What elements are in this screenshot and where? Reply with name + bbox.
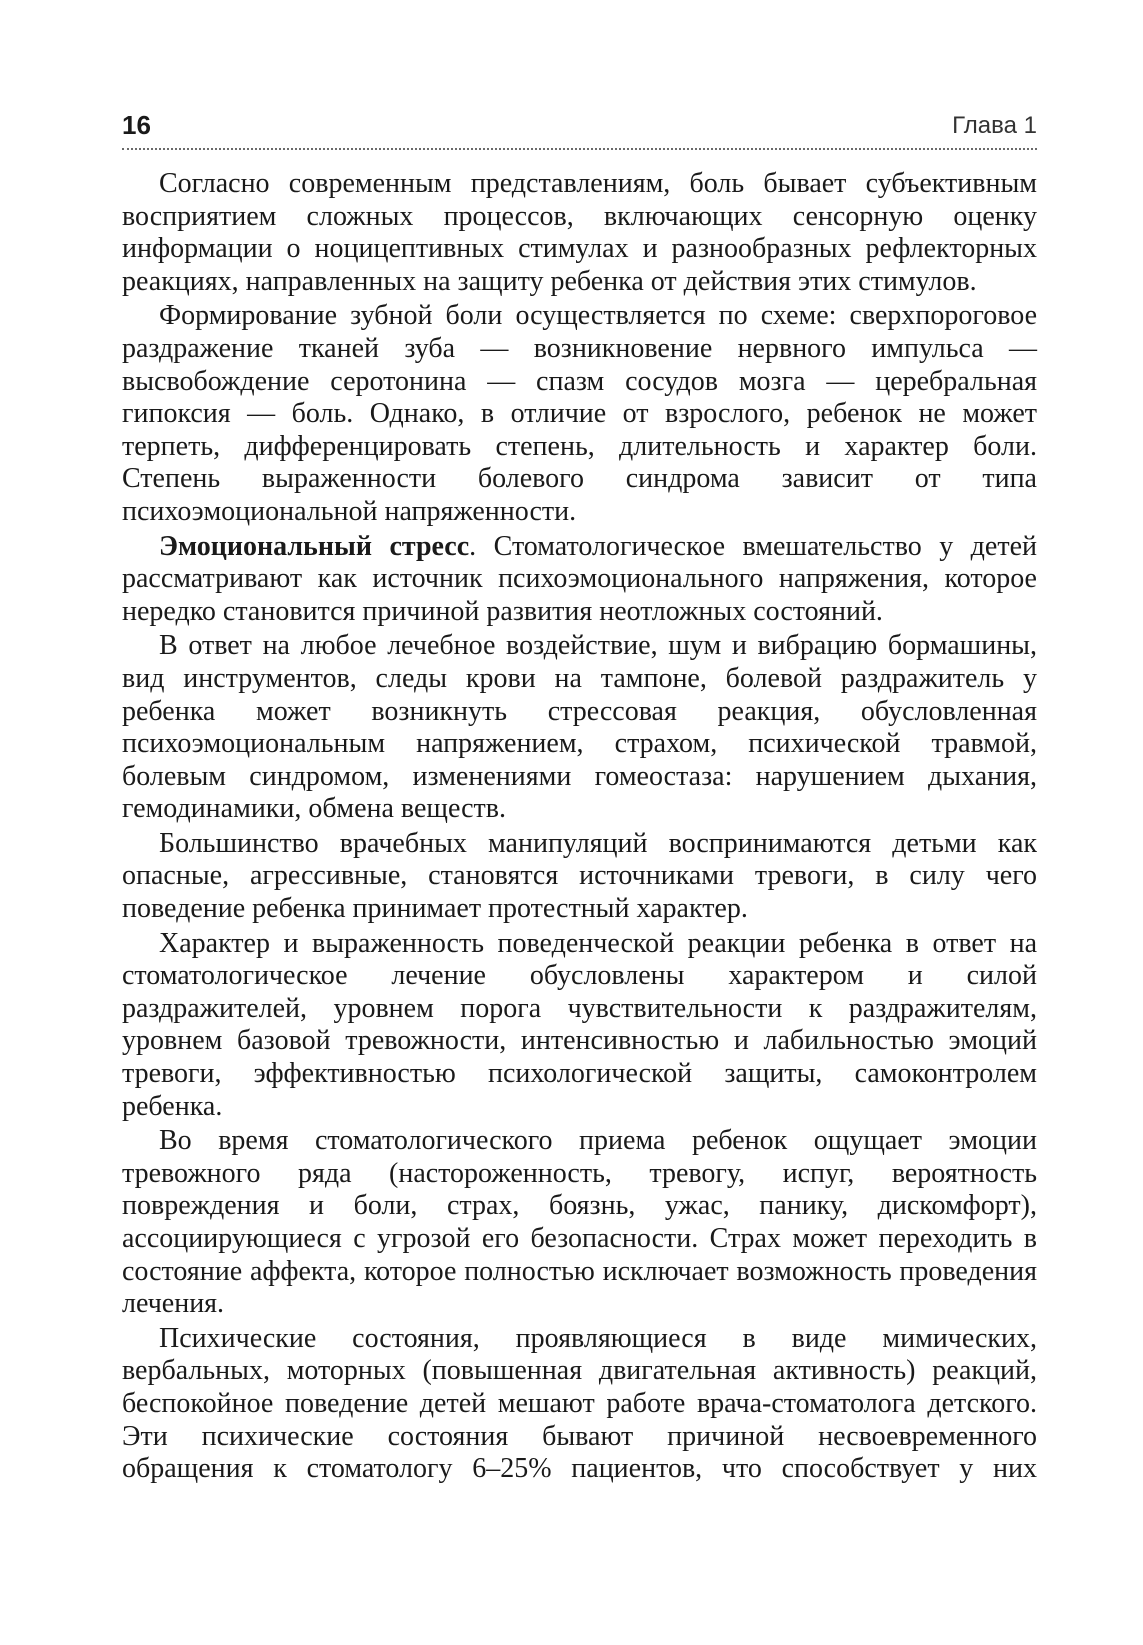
paragraph-text: Формирование зубной боли осуществляется по схеме: сверхпороговое раздражение тканей зуба — возникновение нервного импульса — высвобождение серотонина — спазм сосудов мозга — церебральная гипоксия — боль. Однако, в отличие от взрослого, ребенок не может терпеть, дифференцировать степень, длительность и характер боли. Степень выраженности болевого синдрома зависит от типа психоэмоциональной напряженности. [122, 300, 1037, 527]
chapter-label: Глава 1 [952, 112, 1037, 139]
paragraph [122, 1125, 1037, 1321]
paragraph-text: Согласно современным представлениям, боль бывает субъективным восприятием сложных процессов, включающих сенсорную оценку информации о ноцицептивных стимулах и разнообразных рефлекторных реакциях, направленных на защиту ребенка от действия этих стимулов. [122, 168, 1037, 297]
paragraph [122, 300, 1037, 528]
body-text [122, 168, 1037, 1488]
paragraph [122, 828, 1037, 926]
paragraph-text: В ответ на любое лечебное воздействие, шум и вибрацию бормашины, вид инструментов, следы крови на тампоне, болевой раздражитель у ребенка может возникнуть стрессовая реакция, обусловленная психоэмоциональным напряжением, страхом, психической травмой, болевым синдромом, изменениями гомеостаза: нарушением дыхания, гемодинамики, обмена веществ. [122, 630, 1037, 825]
paragraph [122, 928, 1037, 1124]
header-dotted-rule [122, 148, 1037, 150]
paragraph [122, 168, 1037, 298]
paragraph-text: Психические состояния, проявляющиеся в виде мимических, вербальных, моторных (повышенная двигательная активность) реакций, беспокойное поведение детей мешают работе врача-стоматолога детского. Эти психические состояния бывают причиной несвоевременного обращения к стоматологу 6–25% пациентов, что способствует у них [122, 1322, 1037, 1485]
paragraph [122, 630, 1037, 826]
paragraph-text: Большинство врачебных манипуляций воспринимаются детьми как опасные, агрессивные, становятся источниками тревоги, в силу чего поведение ребенка принимает протестный характер. [122, 827, 1037, 925]
page-number: 16 [122, 110, 151, 140]
running-head [122, 104, 1037, 144]
paragraph [122, 531, 1037, 629]
paragraph-text: Характер и выраженность поведенческой реакции ребенка в ответ на стоматологическое лечение обусловлены характером и силой раздражителей, уровнем порога чувствительности к раздражителям, уровнем базовой тревожности, интенсивностью и лабильностью эмоций тревоги, эффективностью психологической защиты, самоконтролем ребенка. [122, 927, 1037, 1122]
paragraph-text: Во время стоматологического приема ребенок ощущает эмоции тревожного ряда (настороженность, тревогу, испуг, вероятность повреждения и боли, страх, боязнь, ужас, панику, дискомфорт), ассоциирующиеся с угрозой его безопасности. Страх может переходить в состояние аффекта, которое полностью исключает возможность проведения лечения. [122, 1125, 1037, 1320]
paragraph-text: . Стоматологическое вмешательство у детей рассматривают как источник психоэмоционального напряжения, которое нередко становится причиной развития неотложных состояний. [122, 530, 1037, 627]
bold-term: Эмоциональный стресс [159, 530, 470, 562]
paragraph [122, 1323, 1037, 1486]
